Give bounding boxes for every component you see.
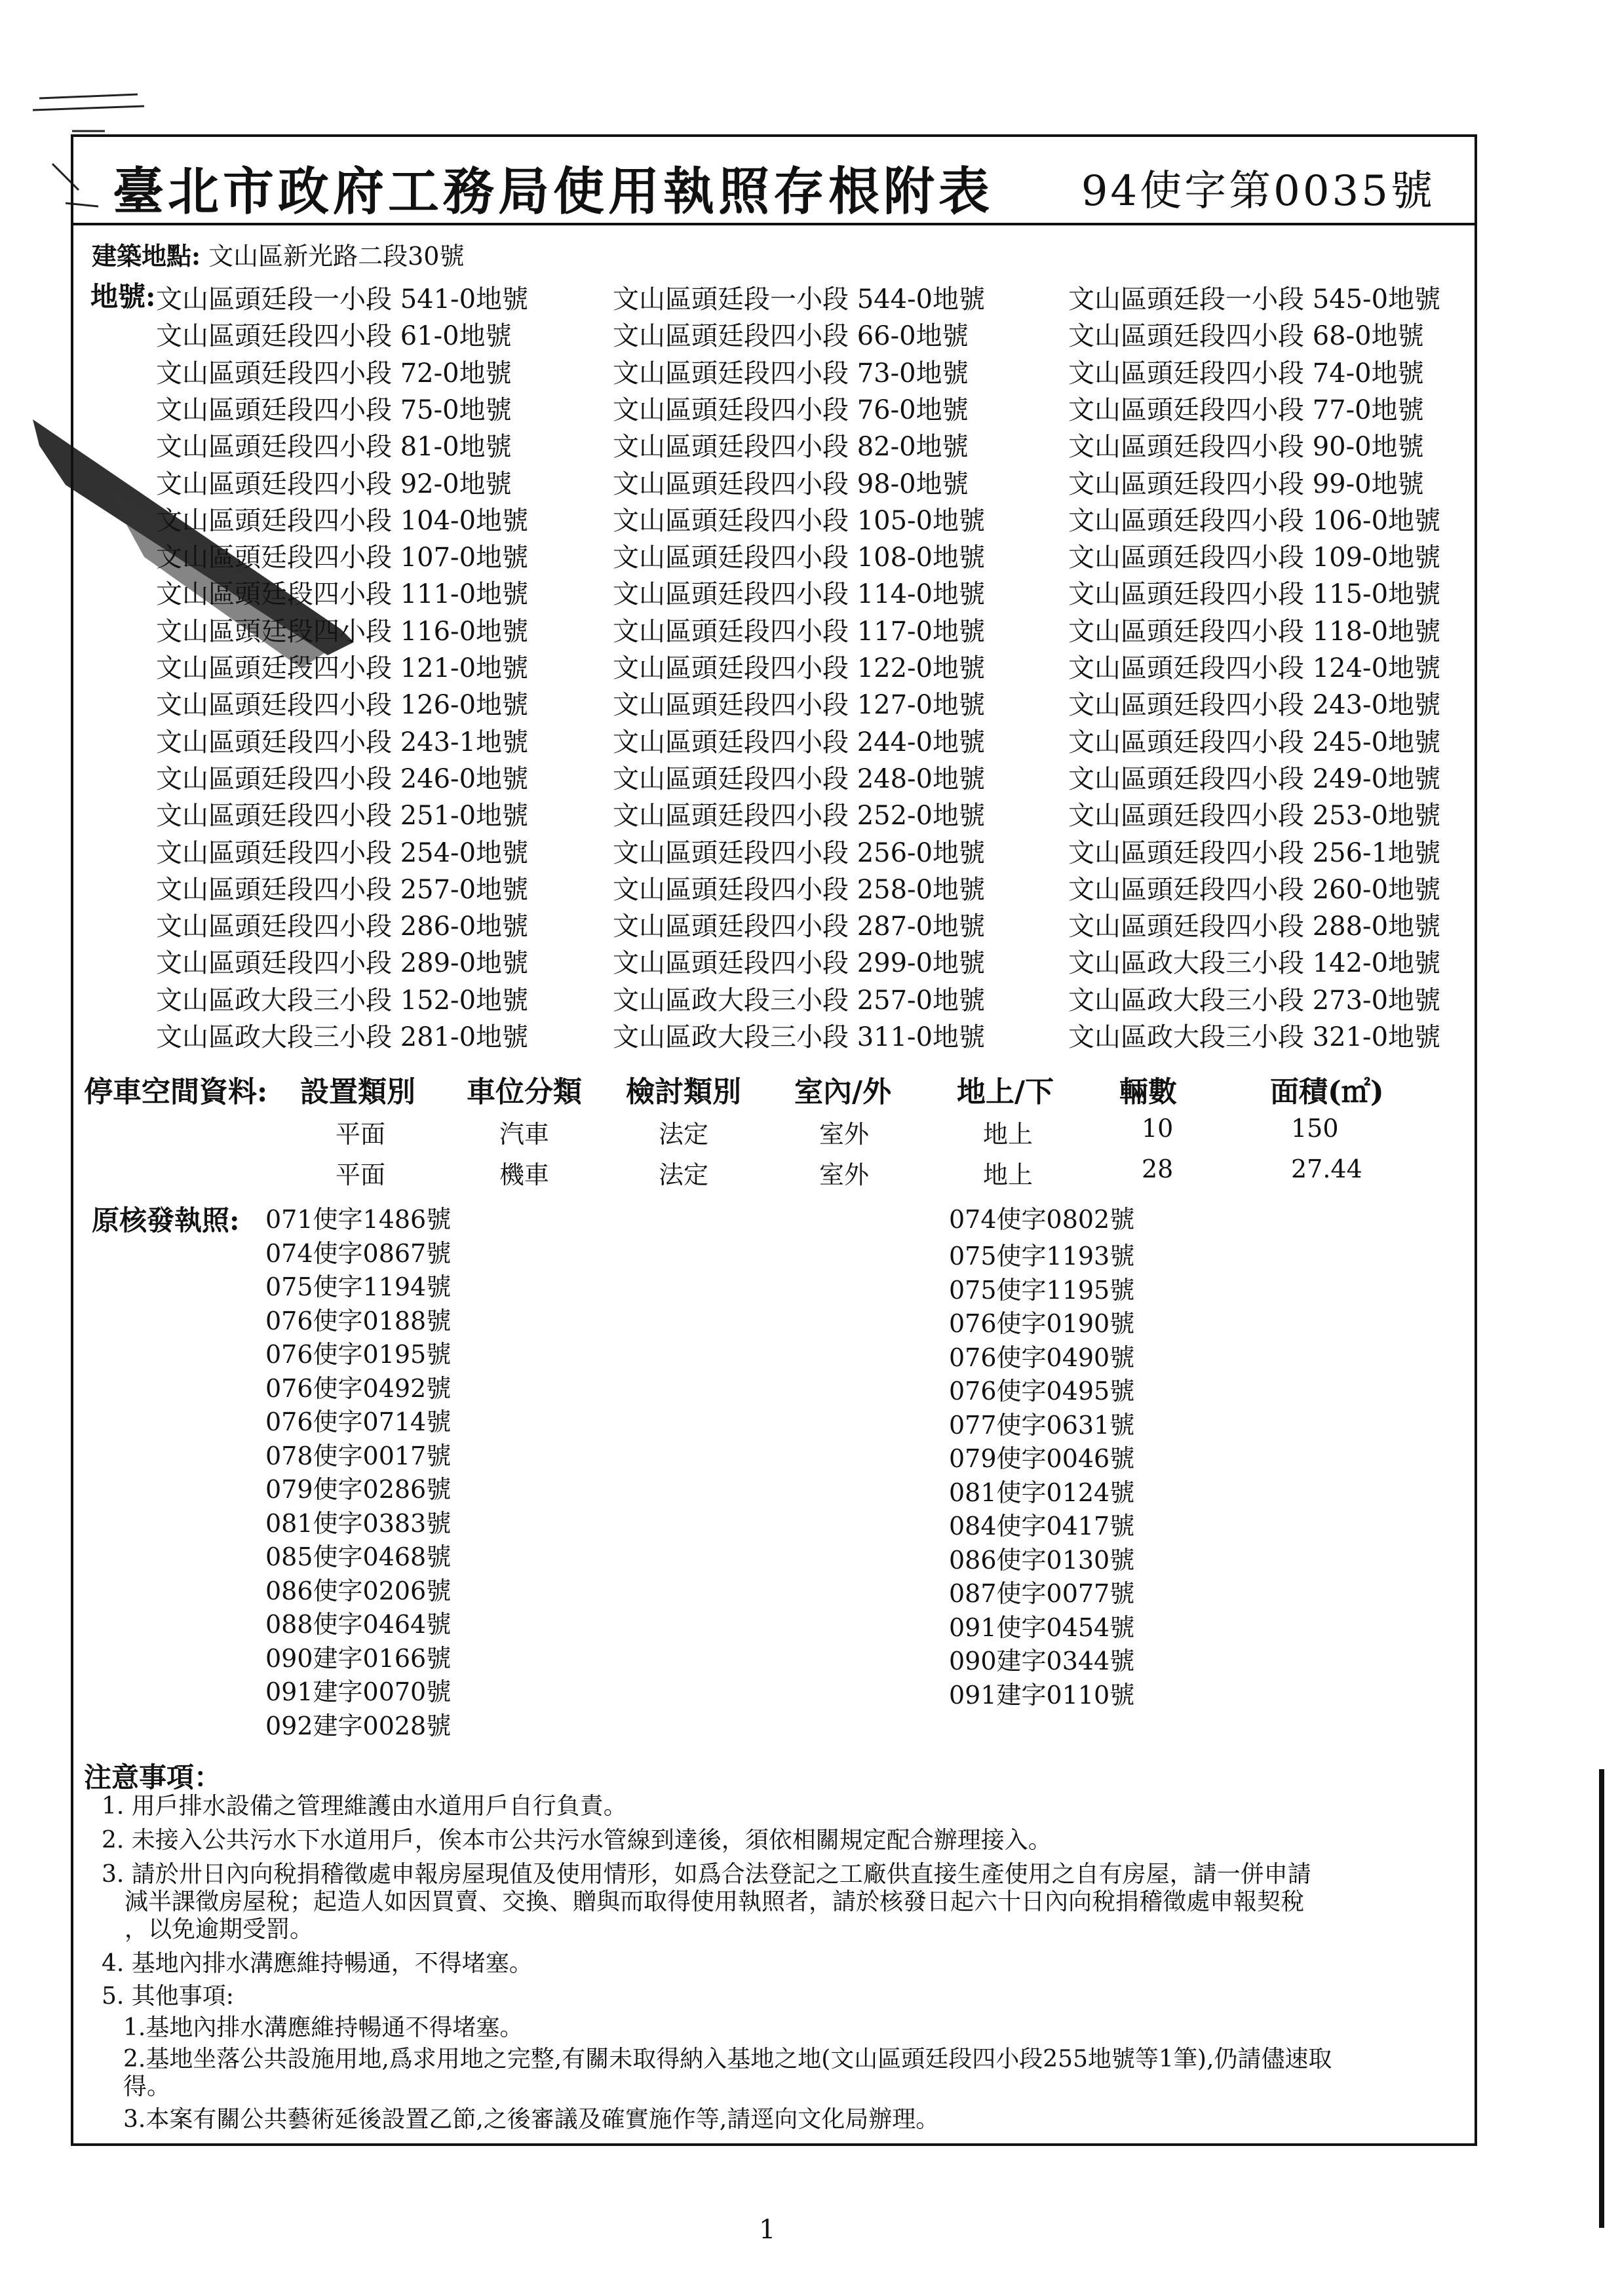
license-number: 075使字1194號 xyxy=(265,1272,452,1301)
lot-number: 文山區頭廷段四小段 260-0地號 xyxy=(1068,874,1441,905)
parking-cell: 地上 xyxy=(983,1120,1033,1149)
lot-number: 文山區頭廷段四小段 74-0地號 xyxy=(1068,358,1424,389)
license-number: 076使字0495號 xyxy=(949,1377,1135,1406)
license-number: 090建字0344號 xyxy=(949,1647,1135,1675)
license-number: 076使字0490號 xyxy=(949,1343,1135,1372)
license-number: 086使字0206號 xyxy=(265,1576,452,1605)
license-number: 076使字0714號 xyxy=(265,1407,452,1436)
parking-cell: 150 xyxy=(1291,1114,1339,1143)
page-title: 臺北市政府工務局使用執照存根附表 xyxy=(113,162,994,221)
lot-number: 文山區頭廷段四小段 246-0地號 xyxy=(156,763,529,794)
lot-number: 文山區政大段三小段 273-0地號 xyxy=(1068,985,1441,1016)
lot-number: 文山區頭廷段四小段 72-0地號 xyxy=(156,358,512,389)
parking-cell: 27.44 xyxy=(1291,1155,1362,1183)
lot-number: 文山區頭廷段四小段 116-0地號 xyxy=(156,616,529,647)
note-line: 2.基地坐落公共設施用地,爲求用地之完整,有關未取得納入基地之地(文山區頭廷段四小段255地號等1筆),仍請儘速取 xyxy=(123,2046,1332,2073)
lot-number: 文山區頭廷段四小段 299-0地號 xyxy=(613,948,986,979)
note-line: 4. 基地內排水溝應維持暢通，不得堵塞。 xyxy=(102,1950,533,1977)
license-number: 075使字1195號 xyxy=(949,1275,1135,1305)
parking-cell: 室外 xyxy=(819,1160,870,1189)
license-number: 081使字0383號 xyxy=(265,1508,452,1538)
license-number: 076使字0195號 xyxy=(265,1340,452,1369)
lot-number: 文山區頭廷段一小段 545-0地號 xyxy=(1068,284,1441,315)
note-line: 減半課徵房屋稅；起造人如因買賣、交換、贈與而取得使用執照者，請於核發日起六十日內向稅捐稽徵處申報契稅 xyxy=(125,1888,1305,1915)
lot-number: 文山區頭廷段四小段 122-0地號 xyxy=(613,653,986,683)
note-line: 3.本案有關公共藝術延後設置乙節,之後審議及確實施作等,請逕向文化局辦理。 xyxy=(123,2106,940,2133)
lot-number: 文山區頭廷段四小段 256-0地號 xyxy=(613,837,986,868)
lot-number: 文山區政大段三小段 257-0地號 xyxy=(613,985,986,1016)
lot-number: 文山區頭廷段四小段 66-0地號 xyxy=(613,321,969,352)
note-line: 得。 xyxy=(123,2073,171,2100)
parking-header: 地上/下 xyxy=(957,1075,1054,1109)
lot-number: 文山區頭廷段四小段 92-0地號 xyxy=(156,469,512,499)
lot-number: 文山區頭廷段四小段 286-0地號 xyxy=(156,911,529,942)
lot-number: 文山區頭廷段四小段 245-0地號 xyxy=(1068,727,1441,757)
lot-number: 文山區頭廷段四小段 126-0地號 xyxy=(156,690,529,721)
lot-number: 文山區頭廷段四小段 253-0地號 xyxy=(1068,801,1441,832)
parking-header: 車位分類 xyxy=(467,1075,582,1109)
parking-cell: 平面 xyxy=(336,1160,386,1189)
parking-cell: 汽車 xyxy=(499,1120,550,1149)
lot-number: 文山區政大段三小段 152-0地號 xyxy=(156,985,529,1016)
lot-number: 文山區頭廷段四小段 114-0地號 xyxy=(613,579,986,610)
parking-header: 室內/外 xyxy=(794,1075,892,1109)
lot-number: 文山區頭廷段四小段 75-0地號 xyxy=(156,394,512,425)
license-number: 081使字0124號 xyxy=(949,1478,1135,1507)
lot-number: 文山區頭廷段四小段 249-0地號 xyxy=(1068,763,1441,794)
lot-number: 文山區頭廷段四小段 106-0地號 xyxy=(1068,505,1441,536)
parking-cell: 室外 xyxy=(819,1120,870,1149)
license-number: 076使字0190號 xyxy=(949,1309,1135,1338)
parking-cell: 10 xyxy=(1142,1114,1174,1143)
lot-number: 文山區頭廷段四小段 68-0地號 xyxy=(1068,321,1424,352)
parking-label: 停車空間資料: xyxy=(84,1075,268,1109)
lot-number: 文山區頭廷段四小段 124-0地號 xyxy=(1068,653,1441,683)
parking-cell: 機車 xyxy=(499,1160,550,1189)
lot-number: 文山區頭廷段四小段 77-0地號 xyxy=(1068,394,1424,425)
lot-number: 文山區政大段三小段 311-0地號 xyxy=(613,1022,986,1052)
lot-number: 文山區頭廷段四小段 105-0地號 xyxy=(613,505,986,536)
lot-number: 文山區頭廷段四小段 243-1地號 xyxy=(156,727,529,757)
location-label: 建築地點: xyxy=(92,241,201,271)
lot-number: 文山區頭廷段四小段 90-0地號 xyxy=(1068,432,1424,463)
lot-number: 文山區頭廷段一小段 541-0地號 xyxy=(156,284,529,315)
license-number: 074使字0867號 xyxy=(265,1238,452,1268)
parking-cell: 法定 xyxy=(659,1160,709,1189)
lot-number: 文山區頭廷段四小段 118-0地號 xyxy=(1068,616,1441,647)
parking-header: 面積(㎡) xyxy=(1270,1075,1384,1109)
license-number: 084使字0417號 xyxy=(949,1512,1135,1540)
license-number: 079使字0046號 xyxy=(949,1444,1135,1473)
lot-number: 文山區政大段三小段 281-0地號 xyxy=(156,1022,529,1052)
parking-cell: 地上 xyxy=(983,1160,1033,1189)
lot-number: 文山區頭廷段四小段 115-0地號 xyxy=(1068,579,1441,610)
lot-number: 文山區頭廷段四小段 288-0地號 xyxy=(1068,911,1441,942)
location-line xyxy=(92,236,464,272)
lot-number: 文山區頭廷段四小段 81-0地號 xyxy=(156,432,512,463)
lot-number: 文山區頭廷段四小段 121-0地號 xyxy=(156,653,529,683)
license-number: 085使字0468號 xyxy=(265,1542,452,1571)
lot-number: 文山區頭廷段四小段 99-0地號 xyxy=(1068,469,1424,499)
lot-number: 文山區頭廷段四小段 252-0地號 xyxy=(613,801,986,832)
parking-cell: 平面 xyxy=(336,1120,386,1149)
lot-number: 文山區頭廷段四小段 287-0地號 xyxy=(613,911,986,942)
license-number: 075使字1193號 xyxy=(949,1242,1135,1271)
lot-number: 文山區頭廷段四小段 82-0地號 xyxy=(613,432,969,463)
parking-header: 輛數 xyxy=(1119,1075,1177,1109)
lot-number: 文山區頭廷段四小段 256-1地號 xyxy=(1068,837,1441,868)
lot-number: 文山區頭廷段四小段 61-0地號 xyxy=(156,321,512,352)
note-line: 1.基地內排水溝應維持暢通不得堵塞。 xyxy=(123,2014,524,2041)
lot-number: 文山區頭廷段四小段 107-0地號 xyxy=(156,543,529,573)
lot-number: 文山區頭廷段四小段 254-0地號 xyxy=(156,837,529,868)
license-number: 079使字0286號 xyxy=(265,1475,452,1504)
license-number: 091建字0110號 xyxy=(949,1680,1135,1710)
parking-cell: 28 xyxy=(1142,1155,1174,1183)
note-line: 5. 其他事項: xyxy=(102,1983,234,2010)
license-number: 074使字0802號 xyxy=(949,1205,1135,1234)
lot-number: 文山區頭廷段四小段 244-0地號 xyxy=(613,727,986,757)
note-line: 3. 請於卅日內向稅捐稽徵處申報房屋現值及使用情形，如爲合法登記之工廠供直接生產使用之自有房屋，請一併申請 xyxy=(102,1861,1311,1888)
lot-number: 文山區頭廷段四小段 108-0地號 xyxy=(613,543,986,573)
license-number: 090建字0166號 xyxy=(265,1643,452,1673)
note-line: ，以免逾期受罰。 xyxy=(125,1916,314,1943)
parking-header: 檢討類別 xyxy=(626,1075,741,1109)
note-line: 2. 未接入公共污水下水道用戶，俟本市公共污水管線到達後，須依相關規定配合辦理接入。 xyxy=(102,1827,1052,1854)
lot-number: 文山區頭廷段四小段 98-0地號 xyxy=(613,469,969,499)
license-number: 077使字0631號 xyxy=(949,1410,1135,1440)
lot-number: 文山區頭廷段四小段 73-0地號 xyxy=(613,358,969,389)
lot-number: 文山區政大段三小段 321-0地號 xyxy=(1068,1022,1441,1052)
permit-number: 94使字第0035號 xyxy=(1081,167,1435,216)
lot-number: 文山區頭廷段四小段 243-0地號 xyxy=(1068,690,1441,721)
header xyxy=(73,138,1475,225)
lots-label: 地號: xyxy=(90,280,156,313)
lot-number: 文山區頭廷段四小段 258-0地號 xyxy=(613,874,986,905)
note-line: 1. 用戶排水設備之管理維護由水道用戶自行負責。 xyxy=(102,1793,627,1820)
parking-cell: 法定 xyxy=(659,1120,709,1149)
license-number: 091使字0454號 xyxy=(949,1613,1135,1642)
license-number: 088使字0464號 xyxy=(265,1610,452,1639)
lot-number: 文山區政大段三小段 142-0地號 xyxy=(1068,948,1441,979)
page-number: 1 xyxy=(759,2215,776,2245)
license-number: 092建字0028號 xyxy=(265,1711,452,1740)
license-number: 087使字0077號 xyxy=(949,1579,1135,1608)
location-value: 文山區新光路二段30號 xyxy=(208,242,465,271)
lot-number: 文山區頭廷段四小段 127-0地號 xyxy=(613,690,986,721)
scan-edge-right xyxy=(1599,1769,1604,2228)
license-number: 078使字0017號 xyxy=(265,1441,452,1470)
license-number: 071使字1486號 xyxy=(265,1205,452,1234)
licenses-label: 原核發執照: xyxy=(92,1204,240,1236)
lot-number: 文山區頭廷段四小段 257-0地號 xyxy=(156,874,529,905)
lot-number: 文山區頭廷段一小段 544-0地號 xyxy=(613,284,986,315)
notes-label: 注意事項： xyxy=(84,1761,222,1793)
lot-number: 文山區頭廷段四小段 251-0地號 xyxy=(156,801,529,832)
license-number: 086使字0130號 xyxy=(949,1545,1135,1575)
lot-number: 文山區頭廷段四小段 248-0地號 xyxy=(613,763,986,794)
lot-number: 文山區頭廷段四小段 117-0地號 xyxy=(613,616,986,647)
lot-number: 文山區頭廷段四小段 289-0地號 xyxy=(156,948,529,979)
license-number: 076使字0188號 xyxy=(265,1306,452,1335)
lot-number: 文山區頭廷段四小段 111-0地號 xyxy=(156,579,529,610)
lot-number: 文山區頭廷段四小段 104-0地號 xyxy=(156,505,529,536)
lot-number: 文山區頭廷段四小段 76-0地號 xyxy=(613,394,969,425)
lot-number: 文山區頭廷段四小段 109-0地號 xyxy=(1068,543,1441,573)
license-number: 076使字0492號 xyxy=(265,1373,452,1403)
license-number: 091建字0070號 xyxy=(265,1677,452,1706)
parking-header: 設置類別 xyxy=(300,1075,415,1109)
